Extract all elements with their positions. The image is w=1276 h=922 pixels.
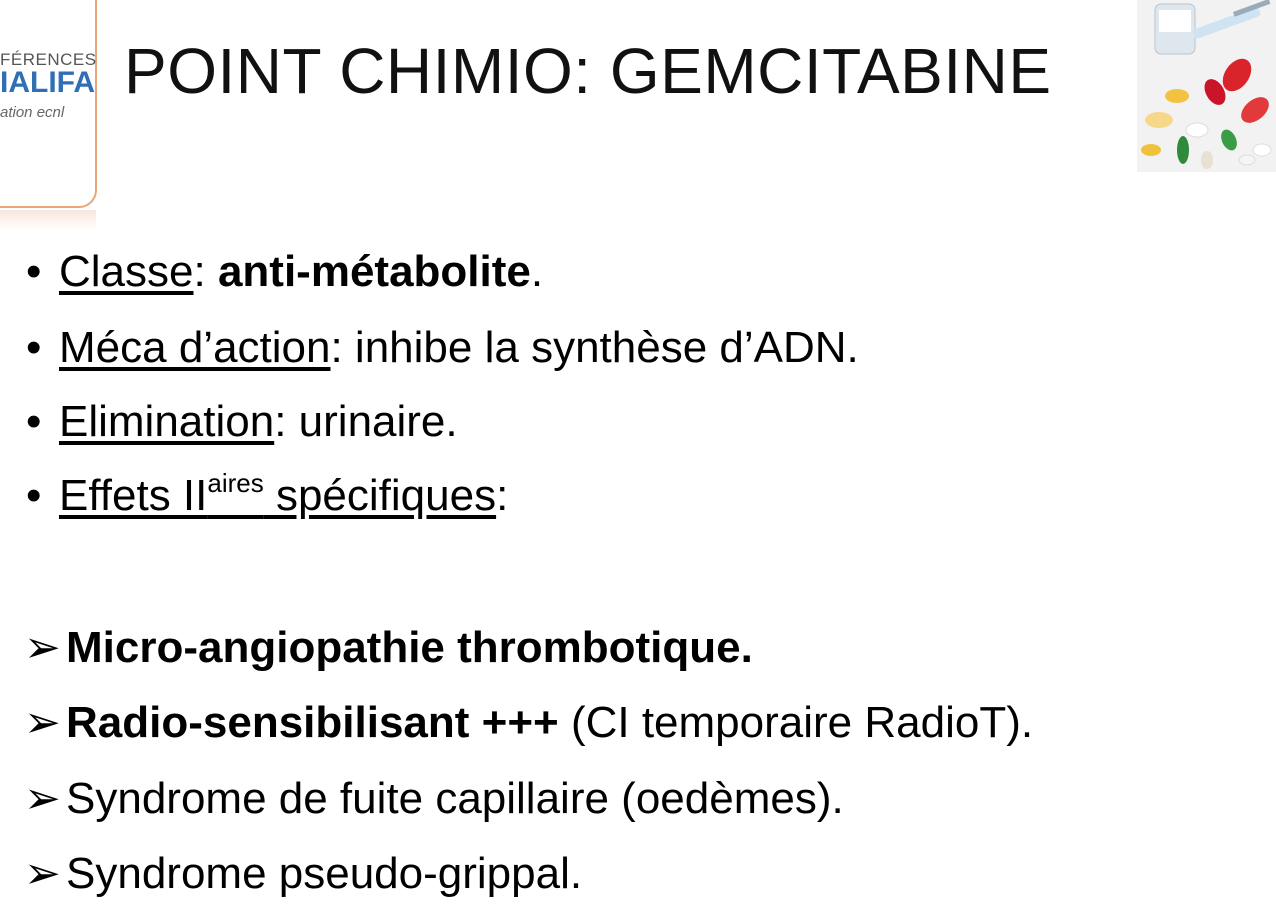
period: .	[530, 247, 544, 296]
bullet-dot: •	[26, 397, 42, 446]
label-effets-b: spécifiques	[263, 471, 497, 520]
logo-line-1: FÉRENCES	[0, 50, 97, 69]
effect-item	[24, 848, 582, 900]
effect-item	[24, 697, 1033, 749]
label-effets-a: Effets II	[59, 471, 208, 520]
colon: :	[496, 471, 509, 520]
text-meca: : inhibe la synthèse d’ADN.	[330, 323, 859, 372]
effect-item	[24, 773, 844, 825]
slide-title: POINT CHIMIO: GEMCITABINE	[124, 35, 1052, 107]
medicine-pills-syringe-icon	[1137, 0, 1276, 172]
label-classe: Classe	[59, 247, 194, 296]
effect-text: (CI temporaire RadioT).	[558, 698, 1034, 747]
logo-line-2: IALIFA	[0, 66, 95, 99]
effect-bold: Radio-sensibilisant +++	[66, 698, 559, 747]
bullet-dot: •	[26, 323, 42, 372]
logo	[0, 0, 97, 208]
arrow-bullet-icon: ➢	[24, 774, 61, 823]
arrow-bullet-icon: ➢	[24, 849, 61, 898]
bullet-meca	[26, 322, 859, 374]
effect-text: Syndrome de fuite capillaire (oedèmes).	[66, 774, 844, 823]
bullet-elimination	[26, 396, 458, 448]
separator: :	[193, 247, 218, 296]
arrow-bullet-icon: ➢	[24, 623, 61, 672]
bullet-effets	[26, 470, 508, 522]
label-effets-sup: aires	[207, 468, 264, 498]
label-meca: Méca d’action	[59, 323, 331, 372]
logo-line-3: ation ecnl	[0, 104, 65, 121]
arrow-bullet-icon: ➢	[24, 698, 61, 747]
label-elimination: Elimination	[59, 397, 275, 446]
bullet-classe	[26, 246, 543, 298]
effect-bold: Micro-angiopathie thrombotique.	[66, 623, 753, 672]
text-elimination: : urinaire.	[274, 397, 458, 446]
effect-item	[24, 622, 753, 674]
effect-text: Syndrome pseudo-grippal.	[66, 849, 583, 898]
value-classe: anti-métabolite	[217, 247, 531, 296]
logo-shadow	[0, 210, 96, 230]
label-effets	[59, 468, 497, 520]
bullet-dot: •	[26, 471, 42, 520]
bullet-dot: •	[26, 247, 42, 296]
